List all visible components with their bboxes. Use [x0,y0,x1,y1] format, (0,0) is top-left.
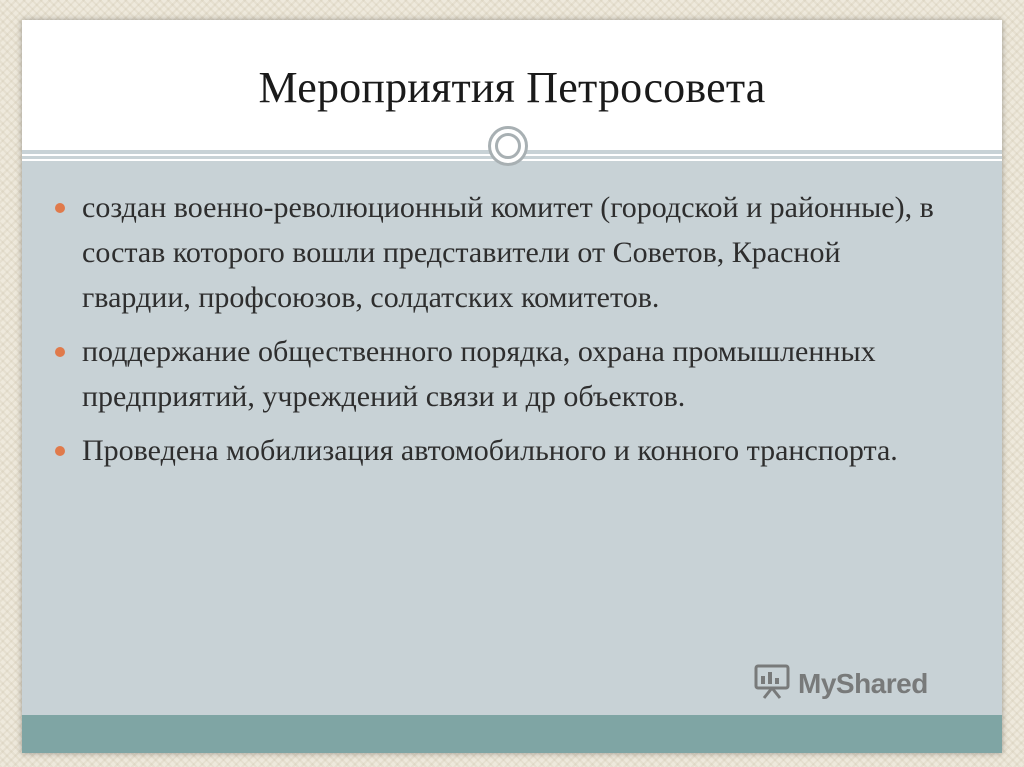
bullet-text: Проведена мобилизация автомобильного и конного транспорта. [82,434,898,467]
slide-title: Мероприятия Петросовета [258,63,766,112]
bullet-text: создан военно-революционный комитет (городской и районные), в состав которого вошли представители от Советов, Красной гвардии, профсоюзов, солдатских комитетов. [82,191,934,314]
watermark-text: MyShared [798,668,928,699]
bullet-list [52,185,952,482]
bullet-text: поддержание общественного порядка, охрана промышленных предприятий, учреждений связи и др объектов. [82,335,876,413]
bullet-item [52,185,952,320]
slide [22,20,1002,753]
watermark [752,664,928,704]
footer-band [22,715,1002,753]
bullet-dot-icon [55,203,65,213]
presentation-board-icon [752,662,792,707]
bullet-item [52,428,952,473]
bullet-dot-icon [55,446,65,456]
circle-ornament-icon [488,126,528,166]
bullet-dot-icon [55,347,65,357]
bullet-item [52,329,952,419]
